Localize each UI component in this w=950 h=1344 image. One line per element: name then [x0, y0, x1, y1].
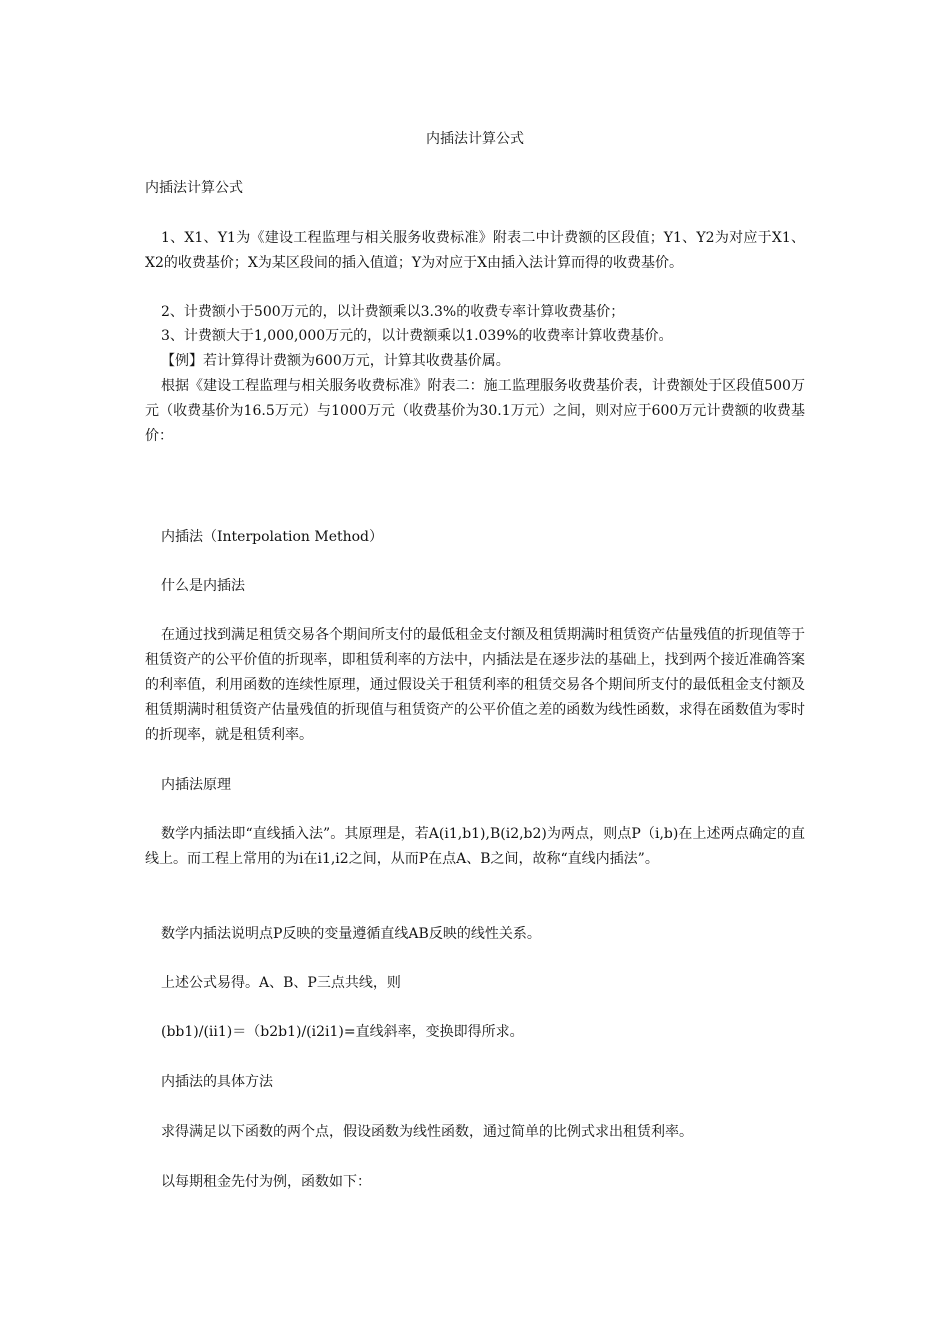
- principle-paragraph: 数学内插法即“直线插入法”。其原理是，若A(i1,b1),B(i2,b2)为两点，则点P（i,b)在上述两点确定的直线上。而工程上常用的为i在i1,i2之间，从而P在点A、B之间，故称“直线内插法”。: [145, 826, 805, 867]
- principle-paragraph-3: 上述公式易得。A、B、P三点共线，则: [161, 975, 401, 991]
- principle-paragraph-2: 数学内插法说明点P反映的变量遵循直线AB反映的线性关系。: [161, 926, 541, 942]
- formula-line: (bb1)/(ii1)＝（b2b1)/(i2i1)=直线斜率，变换即得所求。: [161, 1024, 524, 1040]
- method-paragraph: 求得满足以下函数的两个点，假设函数为线性函数，通过简单的比例式求出租赁利率。: [161, 1124, 693, 1140]
- paragraph-item-2: 2、计费额小于500万元的，以计费额乘以3.3%的收费专率计算收费基价；: [161, 304, 625, 320]
- paragraph-example-detail: 根据《建设工程监理与相关服务收费标准》附表二：施工监理服务收费基价表，计费额处于区段值500万元（收费基价为16.5万元）与1000万元（收费基价为30.1万元）之间，则对应于600万元计费额的收费基价：: [145, 378, 805, 444]
- document-title: 内插法计算公式: [426, 131, 524, 147]
- method-paragraph-2: 以每期租金先付为例，函数如下：: [161, 1174, 371, 1190]
- principle-heading: 内插法原理: [161, 777, 231, 793]
- what-paragraph: 在通过找到满足租赁交易各个期间所支付的最低租金支付额及租赁期满时租赁资产估量残值的折现值等于租赁资产的公平价值的折现率，即租赁利率的方法中，内插法是在逐步法的基础上，找到两个接近准确答案的利率值，利用函数的连续性原理，通过假设关于租赁利率的租赁交易各个期间所支付的最低租金支付额及租赁期满时租赁资产估量残值的折现值与租赁资产的公平价值之差的函数为线性函数，求得在函数值为零时的折现率，就是租赁利率。: [145, 627, 805, 743]
- method-heading: 内插法的具体方法: [161, 1074, 273, 1090]
- section-heading: 内插法计算公式: [145, 180, 243, 196]
- what-heading: 什么是内插法: [161, 578, 245, 594]
- section2-heading: 内插法（Interpolation Method）: [161, 529, 384, 545]
- paragraph-item-3: 3、计费额大于1,000,000万元的，以计费额乘以1.039%的收费率计算收费基价。: [161, 328, 673, 344]
- paragraph-item-1: 1、X1、Y1为《建设工程监理与相关服务收费标准》附表二中计费额的区段值；Y1、Y2为对应于X1、X2的收费基价；X为某区段间的插入值道；Y为对应于X由插入法计算而得的收费基价。: [145, 230, 805, 271]
- paragraph-example: 【例】若计算得计费额为600万元，计算其收费基价属。: [161, 353, 510, 369]
